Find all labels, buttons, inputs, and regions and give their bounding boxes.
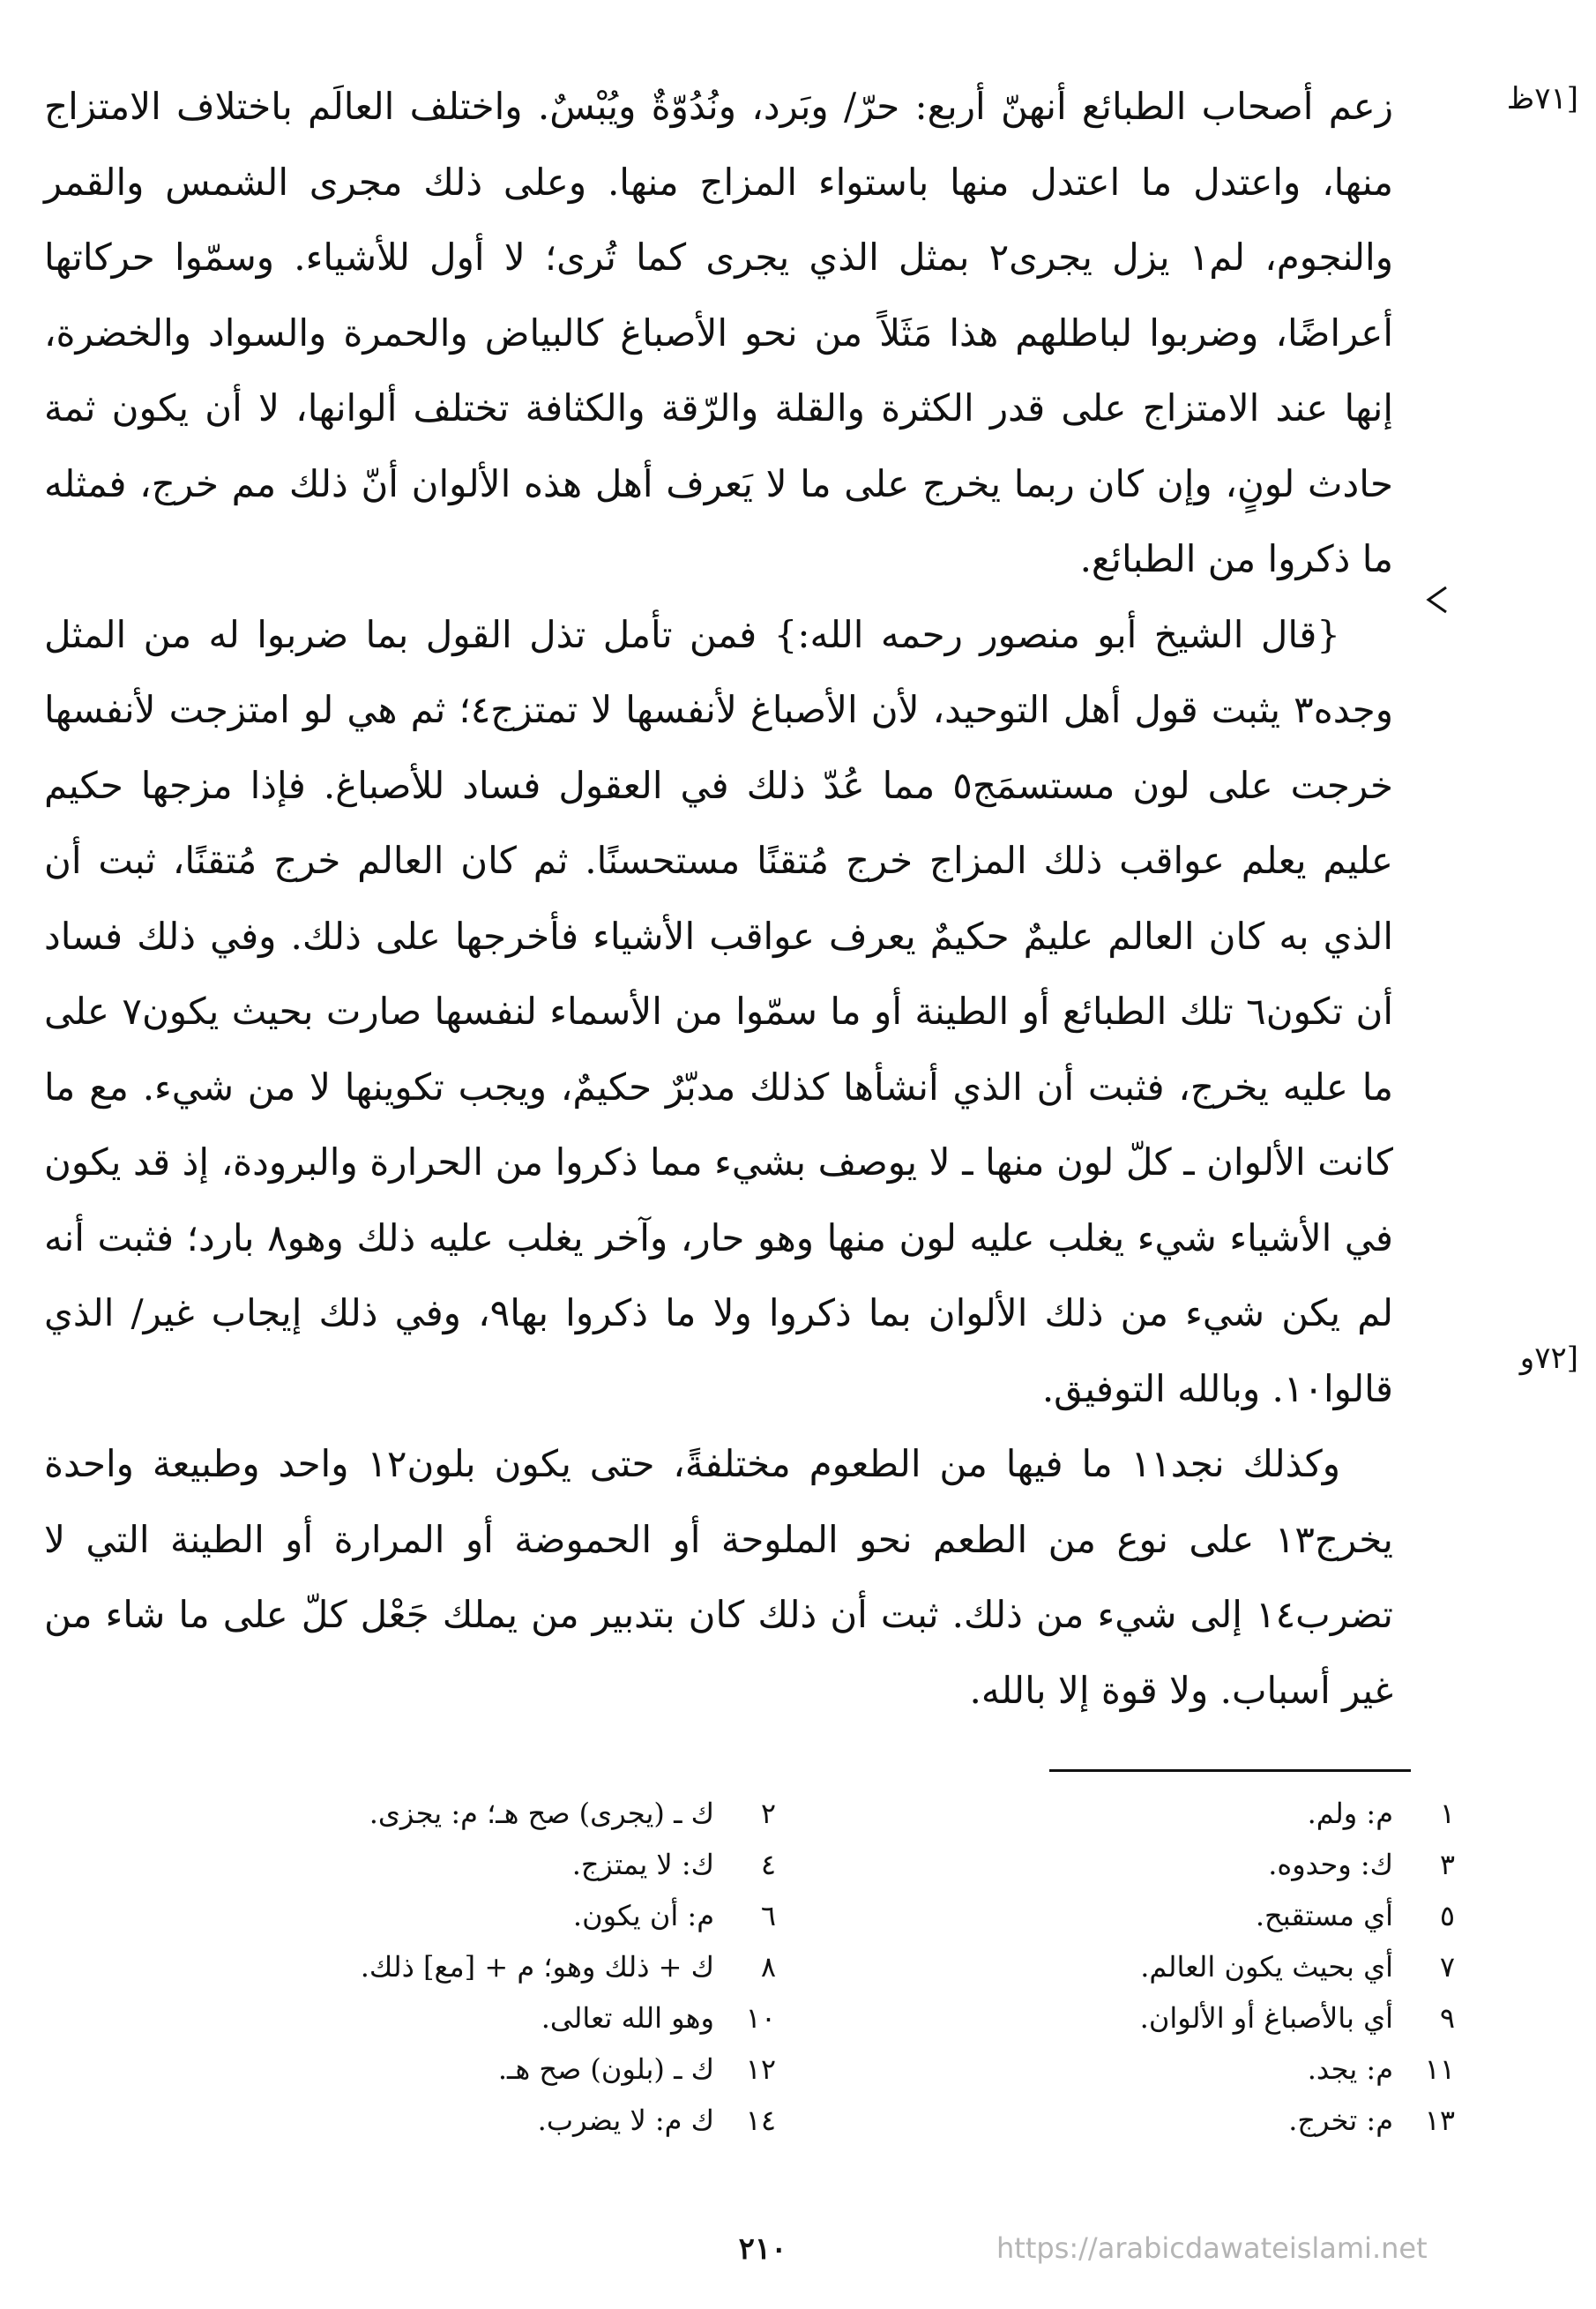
footnote-text: ك + ذلك وهو؛ م + [مع] ذلك. (360, 1950, 714, 1984)
footnote-text: ك ـ (بلون) صح هـ. (497, 2052, 714, 2086)
footnote-number: ١٣ (1424, 2104, 1455, 2137)
footnote-number: ٥ (1439, 1899, 1455, 1932)
footnote-number: ٦ (760, 1899, 776, 1932)
footnote-number: ٤ (760, 1848, 776, 1881)
footnote-number: ١ (1439, 1797, 1455, 1830)
footnote (132, 2097, 776, 2143)
footnote-text: أي بالأصباغ أو الألوان. (1139, 2001, 1393, 2035)
footnote (811, 1995, 1455, 2041)
footnote-number: ٢ (760, 1797, 776, 1830)
footnote-text: م: ولم. (1307, 1797, 1393, 1830)
footnote-text: أي مستقبح. (1255, 1899, 1393, 1932)
footnote (811, 2046, 1455, 2092)
margin-folio-ref: [٧١ظ (1506, 81, 1578, 116)
footnote (811, 1842, 1455, 1887)
footnote (811, 1893, 1455, 1939)
footnote (811, 1944, 1455, 1990)
footnote-number: ١٤ (745, 2104, 776, 2137)
footnote (132, 1790, 776, 1836)
footnote-text: م: تخرج. (1288, 2104, 1393, 2137)
main-text (44, 69, 1393, 1728)
footnotes (132, 1790, 1455, 2143)
footnote-number: ١٠ (745, 2001, 776, 2035)
footnote-number: ٩ (1439, 2001, 1455, 2035)
paragraph: زعم أصحاب الطبائع أنهنّ أربع: حرّ/ وبَرد، ونُدُوّةٌ ويُبْسٌ. واختلف العالَم باختلاف الامتزاج منها، واعتدل ما اعتدل منها باستواء المزاج منها. وعلى ذلك مجرى الشمس والقمر والنجوم، لم١ يزل يجرى٢ بمثل الذي يجرى كما تُرى؛ لا أول للأشياء. وسمّوا حركاتها أعراضًا، وضربوا لباطلهم هذا مَثَلاً من نحو الأصباغ كالبياض والحمرة والسواد والخضرة، إنها عند الامتزاج على قدر الكثرة والقلة والرّقة والكثافة تختلف ألوانها، لا أن يكون ثمة حادث لونٍ، وإن كان ربما يخرج على ما لا يَعرف أهل هذه الألوان أنّ ذلك مم خرج، فمثله ما ذكروا من الطبائع. (44, 85, 1393, 580)
footnote-text: ك: وحدوه. (1268, 1848, 1393, 1881)
footnote (811, 1790, 1455, 1836)
paragraph: وكذلك نجد١١ ما فيها من الطعوم مختلفةً، حتى يكون بلون١٢ واحد وطبيعة واحدة يخرج١٣ على نوع من الطعم نحو الملوحة أو الحموضة أو المرارة أو الطينة التي لا تضرب١٤ إلى شيء من ذلك. ثبت أن ذلك كان بتدبير من يملك جَعْل كلّ على ما شاء من غير أسباب. ولا قوة إلا بالله. (44, 1442, 1393, 1712)
footnote-text: م: يجد. (1307, 2052, 1393, 2086)
footnote-text: أي بحيث يكون العالم. (1140, 1950, 1393, 1984)
footnote-text: م: أن يكون. (572, 1899, 714, 1932)
footnote-text: ك م: لا يضرب. (537, 2104, 714, 2137)
margin-folio-ref: [٧٢و (1519, 1341, 1578, 1376)
footnote-number: ٨ (760, 1950, 776, 1984)
section-arrow-icon (1420, 582, 1455, 617)
page-number: ٢١٠ (738, 2231, 787, 2267)
watermark-url: https://arabicdawateislami.net (996, 2231, 1428, 2265)
paragraph: {قال الشيخ أبو منصور رحمه الله:} فمن تأمل تذل القول بما ضربوا له من المثل وجده٣ يثبت قول أهل التوحيد، لأن الأصباغ لأنفسها لا تمتزج٤؛ ثم هي لو امتزجت لأنفسها خرجت على لون مستسمَج٥ مما عُدّ ذلك في العقول فساد للأصباغ. فإذا مزجها حكيم عليم يعلم عواقب ذلك المزاج خرج مُتقنًا مستحسنًا. ثم كان العالم خرج مُتقنًا، ثبت أن الذي به كان العالم عليمٌ حكيمٌ يعرف عواقب الأشياء فأخرجها على ذلك. وفي ذلك فساد أن تكون٦ تلك الطبائع أو الطينة أو ما سمّوا من الأسماء لنفسها صارت بحيث يكون٧ على ما عليه يخرج، فثبت أن الذي أنشأها كذلك مدبّرٌ حكيمٌ، ويجب تكوينها لا من شيء. مع ما كانت الألوان ـ كلّ لون منها ـ لا يوصف بشيء مما ذكروا من الحرارة والبرودة، إذ قد يكون في الأشياء شيء يغلب عليه لون منها وهو حار، وآخر يغلب عليه ذلك وهو٨ بارد؛ فثبت أنه لم يكن شيء من ذلك الألوان بما ذكروا ولا ما ذكروا بها٩، وفي ذلك إيجاب غير/ الذي قالوا١٠. وبالله التوفيق. (44, 612, 1394, 1410)
footnote (811, 2097, 1455, 2143)
footnote-number: ٣ (1439, 1848, 1455, 1881)
footnote-text: ك: لا يمتزج. (571, 1848, 714, 1881)
footnote-number: ١٢ (745, 2052, 776, 2086)
footnote (132, 1842, 776, 1887)
footnote-text: ك ـ (يجرى) صح هـ؛ م: يجزى. (369, 1797, 714, 1830)
footnote (132, 1893, 776, 1939)
footnote (132, 1944, 776, 1990)
footnote (132, 1995, 776, 2041)
footnote-number: ١١ (1424, 2052, 1455, 2086)
footnote-divider (1049, 1769, 1411, 1772)
footnote-number: ٧ (1439, 1950, 1455, 1984)
footnote (132, 2046, 776, 2092)
footnote-text: وهو الله تعالى. (541, 2001, 714, 2035)
